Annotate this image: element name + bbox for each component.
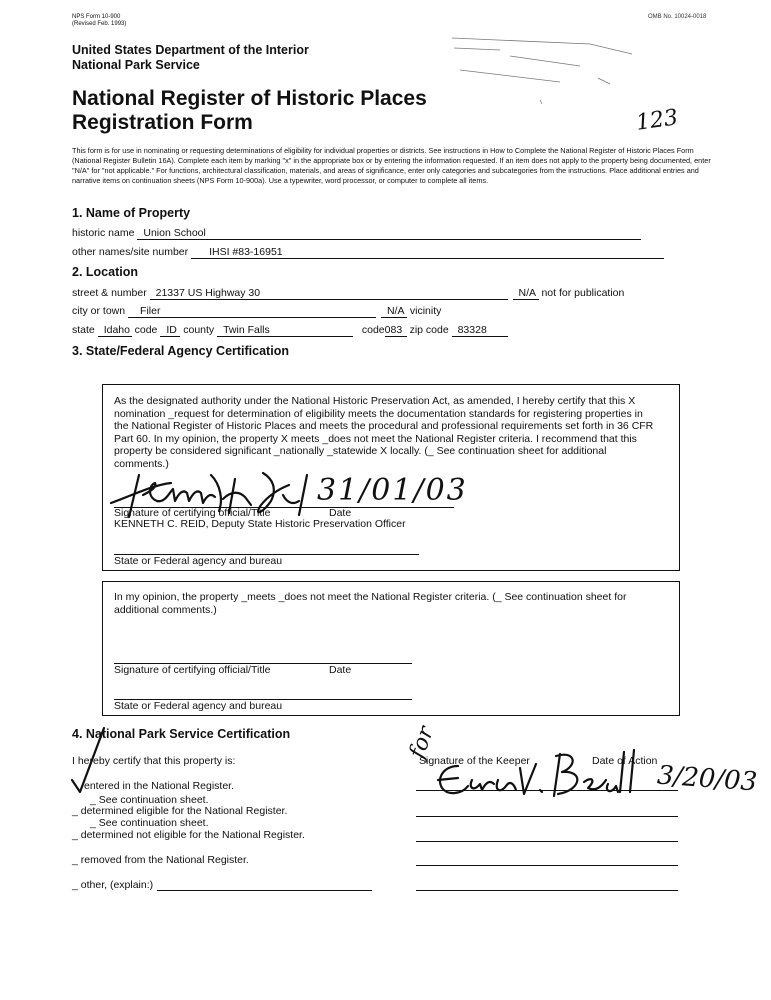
opinion-statement <box>114 591 626 616</box>
option-entered-continuation[interactable]: _ See continuation sheet. <box>90 794 209 806</box>
keeper-date-handwritten: 3/20/03 <box>656 760 759 798</box>
other-names-field[interactable]: IHSI #83-16951 <box>191 246 664 259</box>
city-field[interactable]: Filer <box>128 305 376 318</box>
zip-label: zip code <box>409 324 449 336</box>
cert-line-6: comments.) <box>114 457 169 470</box>
state-label: state <box>72 324 95 336</box>
certification-date-handwritten: 31/01/03 <box>317 473 468 508</box>
state-certification-box <box>102 384 680 571</box>
option-entered[interactable]: entered in the National Register. <box>84 780 235 792</box>
option-determined-eligible[interactable]: _ determined eligible for the National Register. <box>72 805 288 817</box>
cert-line-3: the National Register of Historic Places and meets the procedural and professional requirements set forth in 36 CFR <box>114 420 654 433</box>
omb-number: OMB No. 10024-0018 <box>648 14 707 20</box>
city-row <box>72 305 441 318</box>
official-name-title: KENNETH C. REID, Deputy State Historic Preservation Officer <box>114 518 406 530</box>
other-names-label: other names/site number <box>72 246 189 258</box>
state-code-field[interactable]: ID <box>160 324 180 337</box>
agency-label: State or Federal agency and bureau <box>114 555 283 567</box>
keeper-signature <box>428 744 648 804</box>
signature-label-2: Signature of certifying official/Title <box>114 664 271 676</box>
vicinity-field[interactable]: N/A <box>381 305 407 318</box>
department-name: United States Department of the Interior <box>72 43 309 57</box>
keeper-line-2 <box>416 816 678 817</box>
keeper-line-5 <box>416 890 678 891</box>
not-for-publication-field[interactable]: N/A <box>513 287 539 300</box>
opinion-line-2: additional comments.) <box>114 603 217 616</box>
section-3-heading: 3. State/Federal Agency Certification <box>72 344 289 358</box>
state-field[interactable]: Idaho <box>98 324 132 337</box>
keeper-signature-label: Signature of the Keeper <box>419 755 530 767</box>
county-field[interactable]: Twin Falls <box>217 324 353 337</box>
section-1-heading: 1. Name of Property <box>72 206 191 220</box>
instructions-paragraph: This form is for use in nominating or requesting determinations of eligibility for individual properties or districts. See instructions in How to Complete the National Register of Historic Places Form (National Register Bulletin 16A). Complete each item by marking "x" in the appropriate box or by entering the information requested. If an item does not apply to the property being documented, enter "N/A" for "not applicable." For functions, architectural classification, materials, and areas of significance, enter only categories and subcategories from the instructions. Place additional entries and narrative items on continuation sheets (NPS Form 10-900a). Use a typewriter, word processor, or computer to complete all items. <box>72 146 711 185</box>
cert-line-2: nomination _request for determination of eligibility meets the documentation standards for registering properties in <box>114 407 643 420</box>
form-number: NPS Form 10-900 <box>72 14 121 20</box>
commenting-official-box <box>102 581 680 716</box>
date-label-2: Date <box>329 664 352 676</box>
cert-line-5: property be considered significant _nationally _statewide X locally. (_ See continuation sheet for additional <box>114 445 607 458</box>
keeper-line-3 <box>416 841 678 842</box>
option-determined-not-eligible[interactable]: _ determined not eligible for the National Register. <box>72 829 305 841</box>
county-code-label: code <box>361 324 385 336</box>
date-of-action-label: Date of Action <box>592 755 658 767</box>
nps-certify-statement: I hereby certify that this property is: <box>72 755 236 767</box>
checkmark-icon <box>70 726 110 796</box>
handwritten-reference-number: 123 <box>634 105 680 136</box>
signature-label: Signature of certifying official/Title <box>114 507 271 519</box>
historic-name-row <box>72 227 641 240</box>
historic-name-label: historic name <box>72 227 135 239</box>
agency-label-2: State or Federal agency and bureau <box>114 700 283 712</box>
other-explain-line <box>157 890 372 891</box>
historic-name-field[interactable]: Union School <box>137 227 641 240</box>
county-label: county <box>183 324 215 336</box>
option-other[interactable]: _ other, (explain:) <box>72 879 154 891</box>
state-code-label: code <box>134 324 158 336</box>
option-eligible-continuation[interactable]: _ See continuation sheet. <box>90 817 209 829</box>
vicinity-label: vicinity <box>409 305 442 317</box>
handwritten-for: for <box>404 723 440 762</box>
service-name: National Park Service <box>72 58 200 72</box>
form-revised: (Revised Feb. 1993) <box>72 21 127 27</box>
zip-field[interactable]: 83328 <box>452 324 508 337</box>
street-label: street & number <box>72 287 147 299</box>
form-title-line2: Registration Form <box>72 111 253 134</box>
opinion-line-1: In my opinion, the property _meets _does not meet the National Register criteria. (_ See continuation sheet for <box>114 591 627 603</box>
county-code-field[interactable]: 083 <box>385 324 407 337</box>
keeper-line-1 <box>416 790 678 791</box>
section-2-heading: 2. Location <box>72 265 138 279</box>
form-title-line1: National Register of Historic Places <box>72 87 427 110</box>
received-stamp <box>440 30 640 110</box>
not-for-publication-label: not for publication <box>541 287 625 299</box>
street-field[interactable]: 21337 US Highway 30 <box>150 287 508 300</box>
date-label: Date <box>329 507 352 519</box>
option-removed[interactable]: _ removed from the National Register. <box>72 854 249 866</box>
city-label: city or town <box>72 305 126 317</box>
state-row <box>72 324 508 337</box>
street-row <box>72 287 624 300</box>
other-names-row <box>72 246 664 259</box>
section-4-heading: 4. National Park Service Certification <box>72 727 291 741</box>
cert-line-4: Part 60. In my opinion, the property X meets _does not meet the National Register criteria. I recommend that this <box>114 432 637 445</box>
keeper-line-4 <box>416 865 678 866</box>
cert-line-1: As the designated authority under the National Historic Preservation Act, as amended, I hereby certify that this X <box>114 395 636 407</box>
